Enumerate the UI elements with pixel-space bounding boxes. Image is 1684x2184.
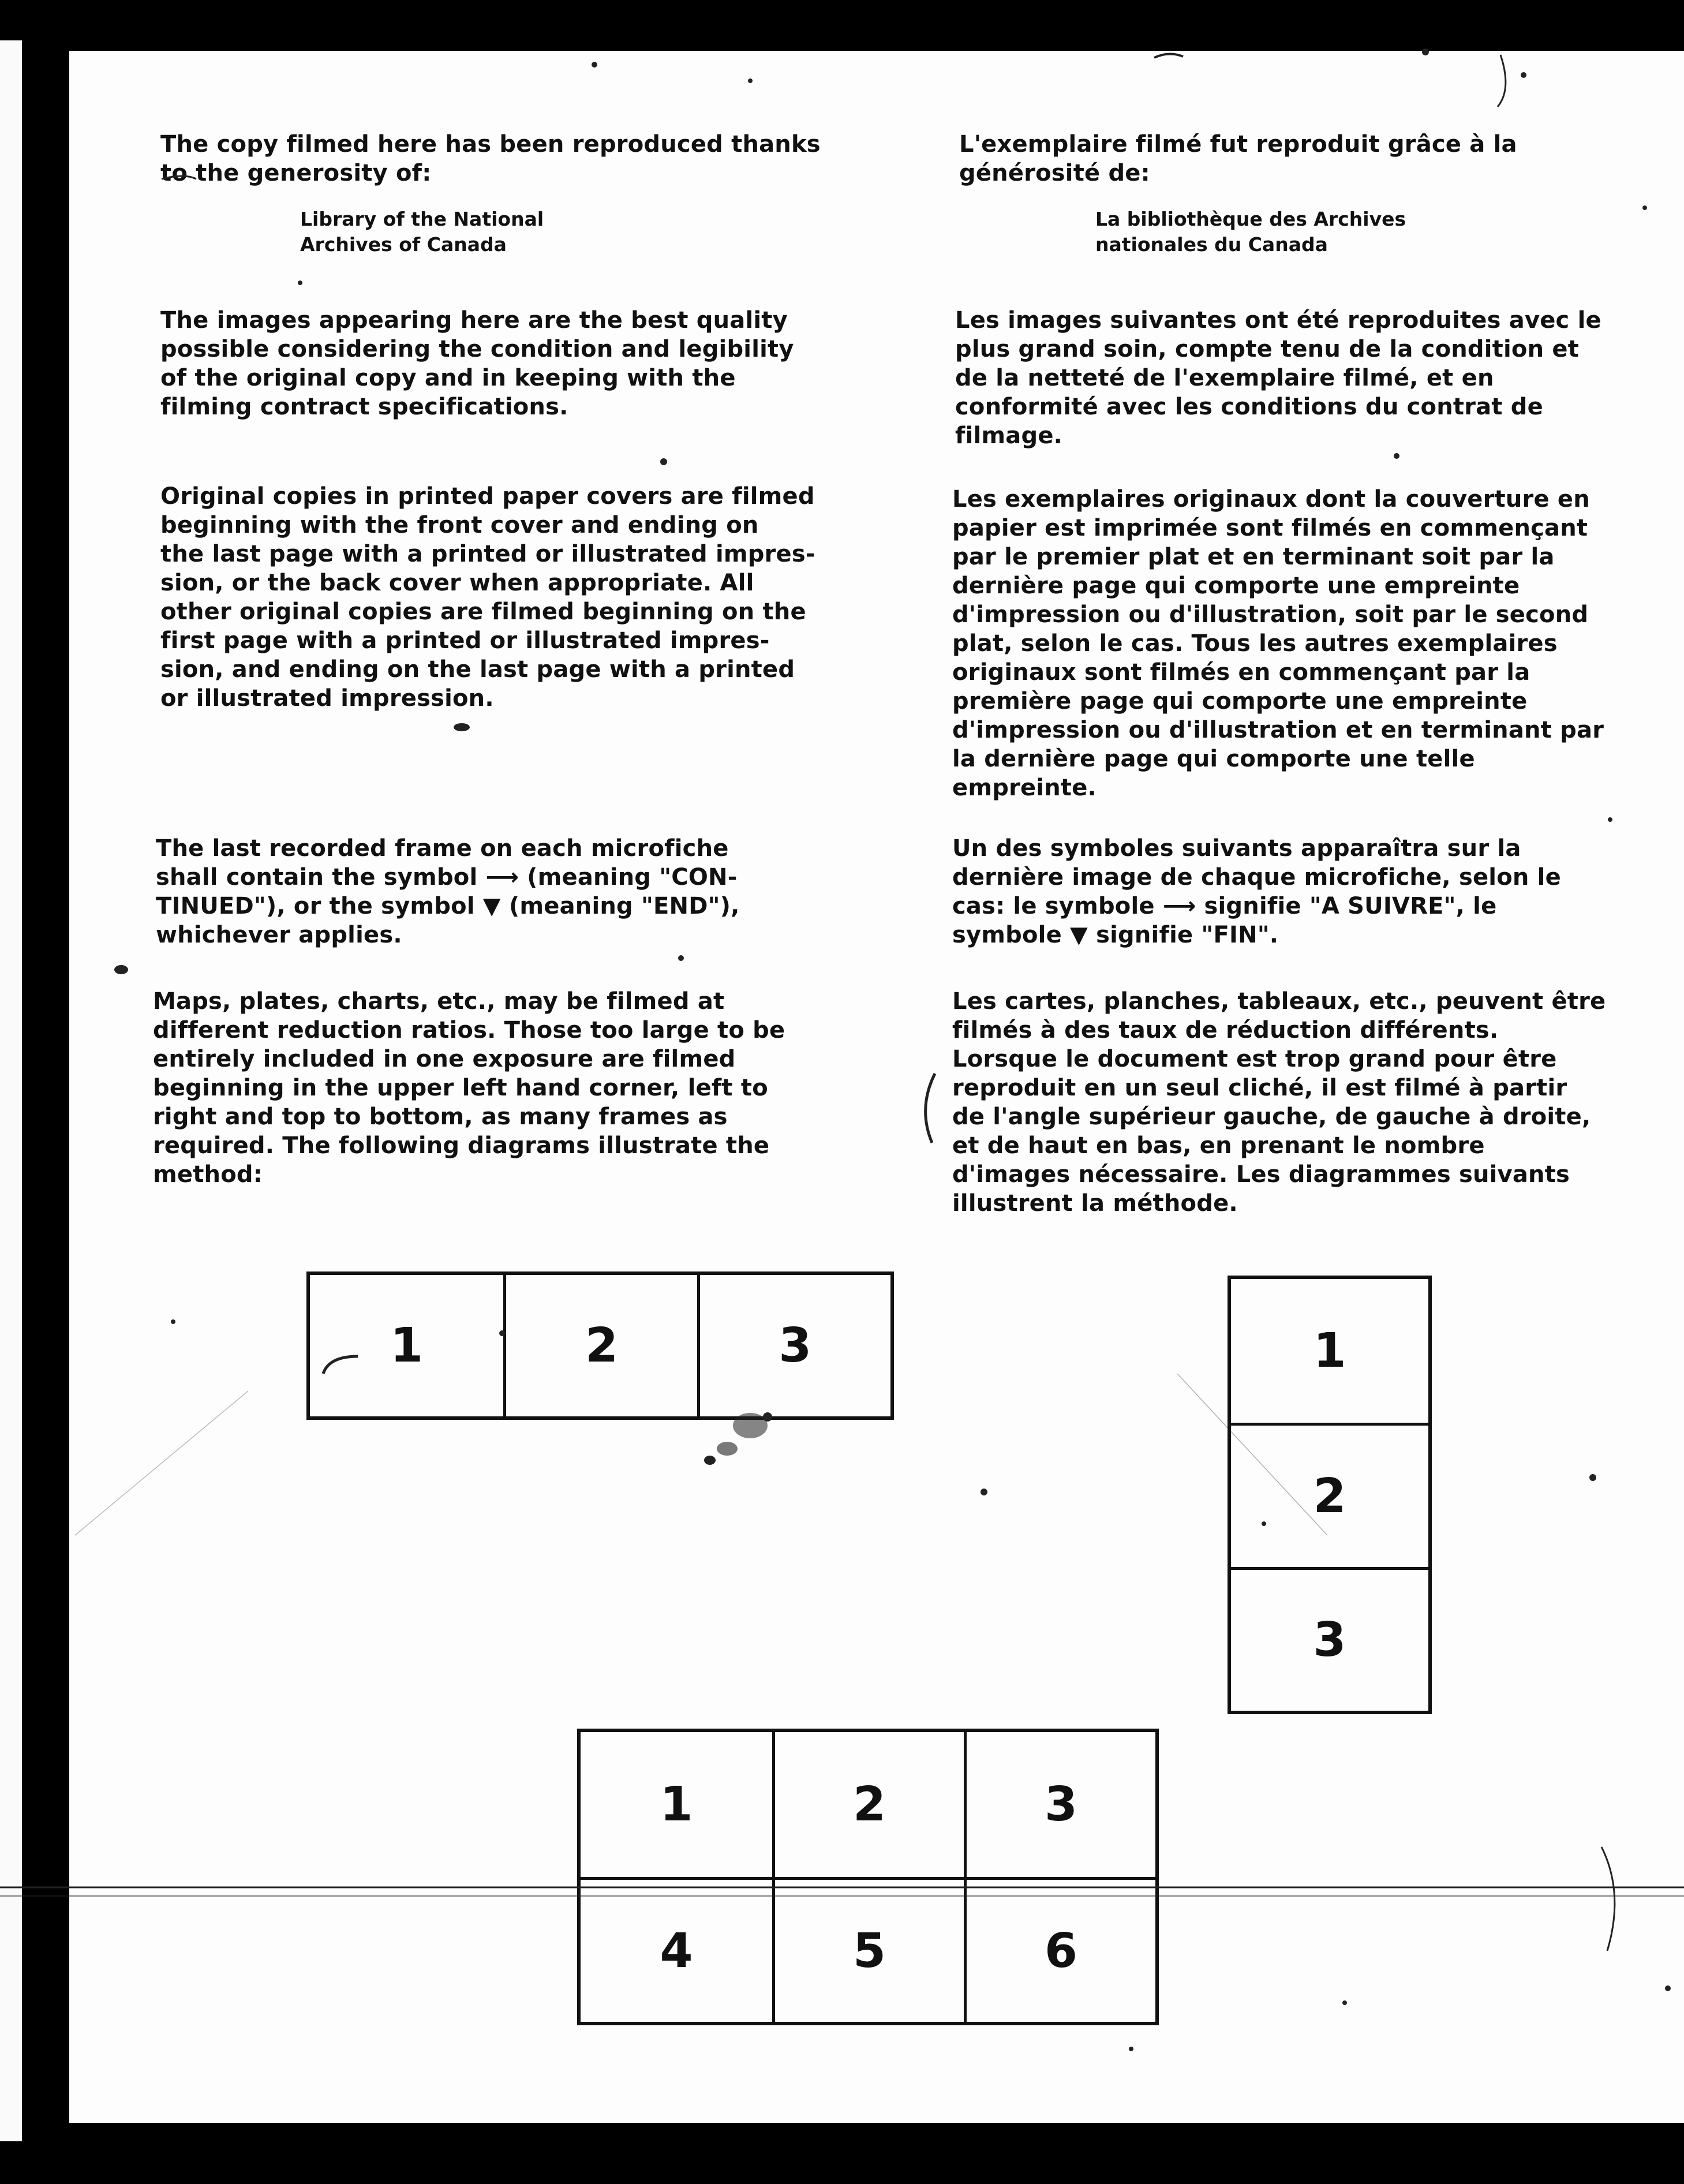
symbols-statement-fr: Un des symboles suivants apparaîtra sur la dernière image de chaque microfiche, selon le cas: le symbole ⟶ signifie "A SUIVRE", le symbole ▼ signifie "FIN".	[952, 835, 1561, 948]
frame-cell: 1	[660, 1777, 693, 1832]
frame-cell: 2	[1231, 1423, 1428, 1566]
original-copies-fr: Les exemplaires originaux dont la couverture en papier est imprimée sont filmés en commençant par le premier plat et en terminant soit par la dernière page qui comporte une empreinte d'impression ou d'illustration, soit par le second plat, selon le cas. Tous les autres exemplaires originaux sont filmés en commençant par la première page qui comporte une empreinte d'impression ou d'illustration et en terminant par la dernière page qui comporte une telle empreinte.	[952, 486, 1604, 801]
film-edge-strip	[0, 40, 22, 2141]
frame-cell: 5	[772, 1877, 964, 2022]
diagram-vertical-frames	[1228, 1276, 1432, 1714]
frame-cell: 3	[697, 1275, 890, 1416]
credit-intro-en: The copy filmed here has been reproduced thanks to the generosity of:	[160, 131, 821, 186]
maps-statement-fr: Les cartes, planches, tableaux, etc., peuvent être filmés à des taux de réduction différents. Lorsque le document est trop grand pour être reproduit en un seul cliché, il est filmé à partir de l'angle supérieur gauche, de gauche à droite, et de haut en bas, en prenant le nombre d'images nécessaire. Les diagrammes suivants illustrent la méthode.	[952, 988, 1606, 1217]
frame-cell: 3	[964, 1732, 1155, 1877]
quality-statement-en: The images appearing here are the best quality possible considering the condition and legibility of the original copy and in keeping with the filming contract specifications.	[160, 307, 794, 420]
frame-cell: 6	[964, 1877, 1155, 2022]
original-copies-en: Original copies in printed paper covers are filmed beginning with the front cover and ending on the last page with a printed or illustrated impres- sion, or the back cover when appropriate. All other original copies are filmed beginning on the first page with a printed or illustrated impres- sion, and ending on the last page with a printed or illustrated impression.	[160, 483, 815, 712]
frame-cell: 4	[581, 1877, 772, 2022]
frame-cell: 2	[772, 1732, 964, 1877]
frame-cell: 3	[1231, 1567, 1428, 1711]
frame-cell: 2	[503, 1275, 697, 1416]
maps-statement-en: Maps, plates, charts, etc., may be filmed at different reduction ratios. Those too large to be entirely included in one exposure are filmed beginning in the upper left hand corner, left to right and top to bottom, as many frames as required. The following diagrams illustrate the method:	[153, 988, 785, 1188]
frame-cell: 1	[1313, 1323, 1346, 1379]
diagram-six-frames	[577, 1729, 1159, 2025]
institution-fr: La bibliothèque des Archives nationales du Canada	[1095, 208, 1406, 256]
credit-intro-fr: L'exemplaire filmé fut reproduit grâce à la générosité de:	[959, 131, 1517, 186]
frame-cell: 1	[390, 1318, 424, 1373]
institution-en: Library of the National Archives of Canada	[300, 208, 544, 256]
diagram-horizontal-frames	[306, 1271, 894, 1420]
quality-statement-fr: Les images suivantes ont été reproduites avec le plus grand soin, compte tenu de la condition et de la netteté de l'exemplaire filmé, et en conformité avec les conditions du contrat de filmage.	[955, 307, 1601, 449]
symbols-statement-en: The last recorded frame on each microfiche shall contain the symbol ⟶ (meaning "CON- TINUED"), or the symbol ▼ (meaning "END"), whichever applies.	[156, 835, 740, 948]
